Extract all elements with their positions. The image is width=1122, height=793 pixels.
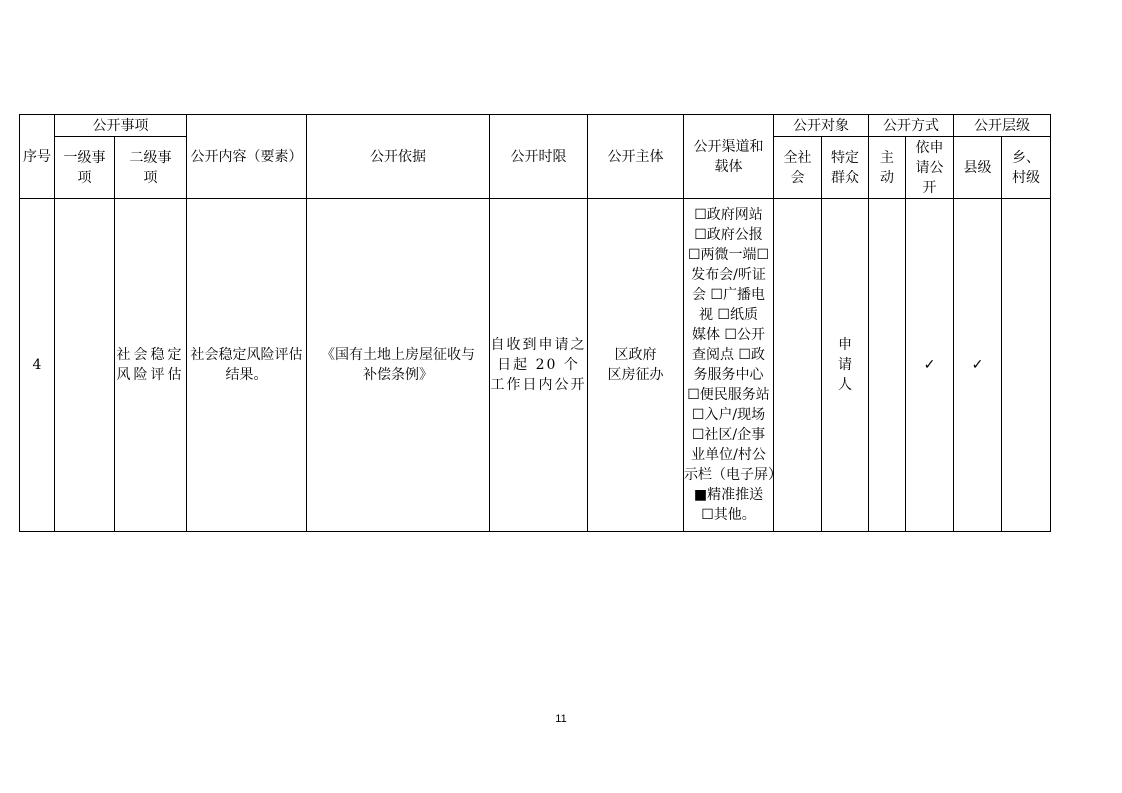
row-basis: 《国有土地上房屋征收与补偿条例》 xyxy=(307,199,490,532)
row-active xyxy=(869,199,906,532)
channel-line: ■精准推送 xyxy=(693,487,764,503)
header-active: 主动 xyxy=(869,137,906,199)
header-seq: 序号 xyxy=(20,115,55,199)
channel-line: 示栏（电子屏） xyxy=(684,467,782,483)
channel-line: 务服务中心 xyxy=(693,367,764,383)
page-number: 11 xyxy=(555,713,567,725)
header-township: 乡、村级 xyxy=(1002,137,1051,199)
header-level2: 二级事项 xyxy=(115,137,187,199)
header-time-limit: 公开时限 xyxy=(490,115,588,199)
channel-line: ☐便民服务站 xyxy=(687,387,770,403)
channel-line: 发布会/听证 xyxy=(691,267,766,283)
row-subject-line2: 区房征办 xyxy=(607,367,664,383)
header-basis: 公开依据 xyxy=(307,115,490,199)
channel-line: 业单位/村公 xyxy=(691,447,766,463)
header-specific-group: 特定群众 xyxy=(822,137,869,199)
row-content: 社会稳定风险评估结果。 xyxy=(187,199,307,532)
channel-line: ☐两微一端☐ xyxy=(687,247,770,263)
header-content: 公开内容（要素） xyxy=(187,115,307,199)
row-township xyxy=(1002,199,1051,532)
channel-line: 视 ☐纸质 xyxy=(698,307,758,323)
channel-line: 媒体 ☐公开 xyxy=(691,327,765,343)
channel-line: 会 ☐广播电 xyxy=(691,287,765,303)
header-level: 公开层级 xyxy=(954,115,1051,137)
channel-line: ☐入户/现场 xyxy=(691,407,766,423)
channel-line: ☐政府公报 xyxy=(694,227,763,243)
channel-line: ☐政府网站 xyxy=(694,207,763,223)
row-seq: 4 xyxy=(20,199,55,532)
header-all-society: 全社会 xyxy=(774,137,822,199)
row-level2: 社会稳定风险评估 xyxy=(115,199,187,532)
row-channels xyxy=(684,199,782,532)
header-on-request: 依申请公开 xyxy=(906,137,954,199)
header-level1: 一级事项 xyxy=(55,137,115,199)
row-specific-group: 申请人 xyxy=(822,199,869,532)
header-subject: 公开主体 xyxy=(588,115,684,199)
header-method: 公开方式 xyxy=(869,115,954,137)
row-level1 xyxy=(55,199,115,532)
row-subject xyxy=(588,199,684,532)
row-time-limit: 自收到申请之日起 20 个工作日内公开 xyxy=(490,199,588,532)
channel-line: ☐其他。 xyxy=(701,507,756,523)
header-target: 公开对象 xyxy=(774,115,869,137)
channel-line: 查阅点 ☐政 xyxy=(691,347,765,363)
header-channels: 公开渠道和载体 xyxy=(684,115,774,199)
header-county: 县级 xyxy=(954,137,1002,199)
header-public-items: 公开事项 xyxy=(55,115,187,137)
disclosure-table xyxy=(19,114,1051,532)
channel-line: ☐社区/企事 xyxy=(691,427,766,443)
row-county-check: ✓ xyxy=(954,199,1002,532)
row-on-request-check: ✓ xyxy=(906,199,954,532)
row-subject-line1: 区政府 xyxy=(614,347,657,363)
